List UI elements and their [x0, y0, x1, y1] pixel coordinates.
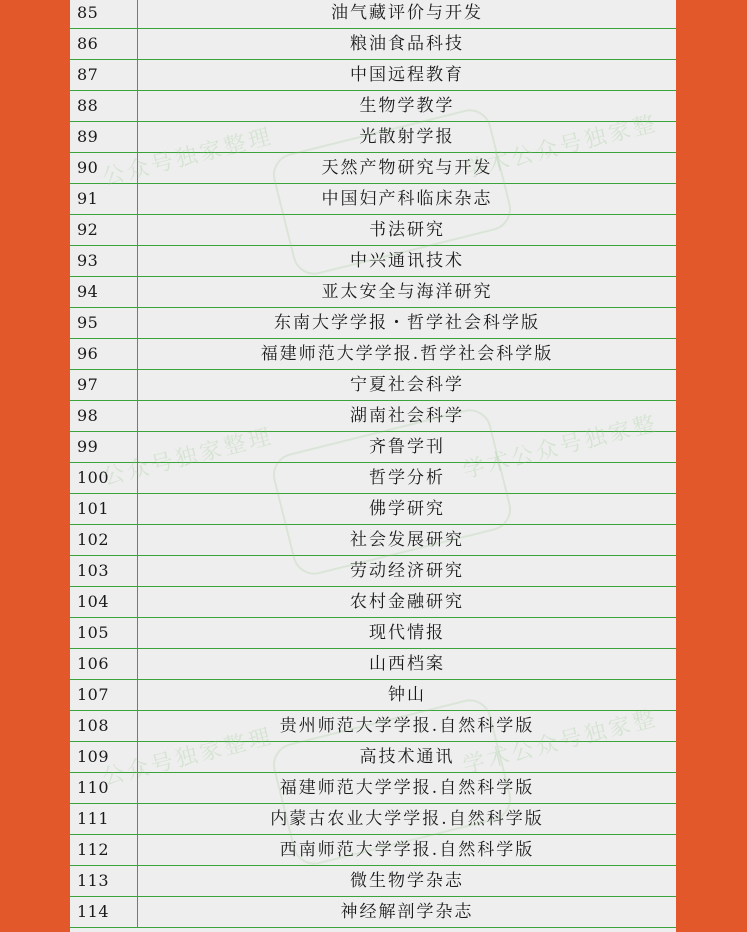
watermark-text: 学术公众号独家整: [460, 706, 661, 779]
journal-name: 高技术通讯: [138, 742, 677, 773]
journal-name: 现代情报: [138, 618, 677, 649]
table-row: [70, 401, 676, 432]
table-row: [70, 153, 676, 184]
journal-name: 油气藏评价与开发: [138, 0, 677, 29]
journal-name: 哲学分析: [138, 463, 677, 494]
table-row: [70, 618, 676, 649]
journal-table: [70, 0, 676, 928]
table-row: [70, 835, 676, 866]
journal-name: 湖南社会科学: [138, 401, 677, 432]
table-row: [70, 91, 676, 122]
journal-name: 佛学研究: [138, 494, 677, 525]
row-number: 87: [70, 60, 138, 91]
table-row: [70, 184, 676, 215]
watermark-text: 公众号独家整理: [100, 424, 276, 491]
row-number: 95: [70, 308, 138, 339]
table-row: [70, 897, 676, 928]
row-number: 100: [70, 463, 138, 494]
row-number: 111: [70, 804, 138, 835]
table-row: [70, 339, 676, 370]
table-row: [70, 711, 676, 742]
journal-name: 粮油食品科技: [138, 29, 677, 60]
row-number: 90: [70, 153, 138, 184]
row-number: 98: [70, 401, 138, 432]
journal-name: 齐鲁学刊: [138, 432, 677, 463]
journal-list-sheet: [70, 0, 676, 932]
row-number: 113: [70, 866, 138, 897]
row-number: 107: [70, 680, 138, 711]
row-number: 105: [70, 618, 138, 649]
row-number: 85: [70, 0, 138, 29]
journal-table-body: [70, 0, 676, 928]
journal-name: 山西档案: [138, 649, 677, 680]
row-number: 112: [70, 835, 138, 866]
table-row: [70, 0, 676, 29]
journal-name: 西南师范大学学报.自然科学版: [138, 835, 677, 866]
row-number: 108: [70, 711, 138, 742]
journal-name: 钟山: [138, 680, 677, 711]
table-row: [70, 649, 676, 680]
table-row: [70, 804, 676, 835]
row-number: 109: [70, 742, 138, 773]
table-row: [70, 525, 676, 556]
table-row: [70, 60, 676, 91]
journal-name: 农村金融研究: [138, 587, 677, 618]
table-row: [70, 246, 676, 277]
journal-name: 中兴通讯技术: [138, 246, 677, 277]
table-row: [70, 308, 676, 339]
journal-name: 东南大学学报・哲学社会科学版: [138, 308, 677, 339]
table-row: [70, 370, 676, 401]
table-row: [70, 556, 676, 587]
watermark-text: 学术公众号独家整: [460, 111, 661, 184]
row-number: 114: [70, 897, 138, 928]
journal-name: 劳动经济研究: [138, 556, 677, 587]
table-row: [70, 680, 676, 711]
journal-name: 内蒙古农业大学学报.自然科学版: [138, 804, 677, 835]
journal-name: 社会发展研究: [138, 525, 677, 556]
table-row: [70, 29, 676, 60]
journal-name: 天然产物研究与开发: [138, 153, 677, 184]
table-row: [70, 866, 676, 897]
table-row: [70, 494, 676, 525]
table-row: [70, 742, 676, 773]
row-number: 94: [70, 277, 138, 308]
journal-name: 中国妇产科临床杂志: [138, 184, 677, 215]
row-number: 91: [70, 184, 138, 215]
journal-name: 生物学教学: [138, 91, 677, 122]
row-number: 99: [70, 432, 138, 463]
journal-name: 福建师范大学学报.自然科学版: [138, 773, 677, 804]
row-number: 103: [70, 556, 138, 587]
row-number: 93: [70, 246, 138, 277]
table-row: [70, 215, 676, 246]
journal-name: 宁夏社会科学: [138, 370, 677, 401]
watermark-text: 学术公众号独家整: [460, 411, 661, 484]
journal-name: 书法研究: [138, 215, 677, 246]
table-row: [70, 277, 676, 308]
table-row: [70, 587, 676, 618]
journal-name: 光散射学报: [138, 122, 677, 153]
row-number: 106: [70, 649, 138, 680]
row-number: 92: [70, 215, 138, 246]
row-number: 88: [70, 91, 138, 122]
table-row: [70, 432, 676, 463]
row-number: 86: [70, 29, 138, 60]
row-number: 97: [70, 370, 138, 401]
journal-name: 亚太安全与海洋研究: [138, 277, 677, 308]
row-number: 110: [70, 773, 138, 804]
row-number: 89: [70, 122, 138, 153]
row-number: 96: [70, 339, 138, 370]
row-number: 104: [70, 587, 138, 618]
watermark-text: 公众号独家整理: [100, 724, 276, 791]
row-number: 101: [70, 494, 138, 525]
table-row: [70, 463, 676, 494]
journal-name: 福建师范大学学报.哲学社会科学版: [138, 339, 677, 370]
journal-name: 微生物学杂志: [138, 866, 677, 897]
journal-name: 中国远程教育: [138, 60, 677, 91]
journal-name: 贵州师范大学学报.自然科学版: [138, 711, 677, 742]
table-row: [70, 773, 676, 804]
table-row: [70, 122, 676, 153]
row-number: 102: [70, 525, 138, 556]
watermark-text: 公众号独家整理: [100, 124, 276, 191]
journal-name: 神经解剖学杂志: [138, 897, 677, 928]
